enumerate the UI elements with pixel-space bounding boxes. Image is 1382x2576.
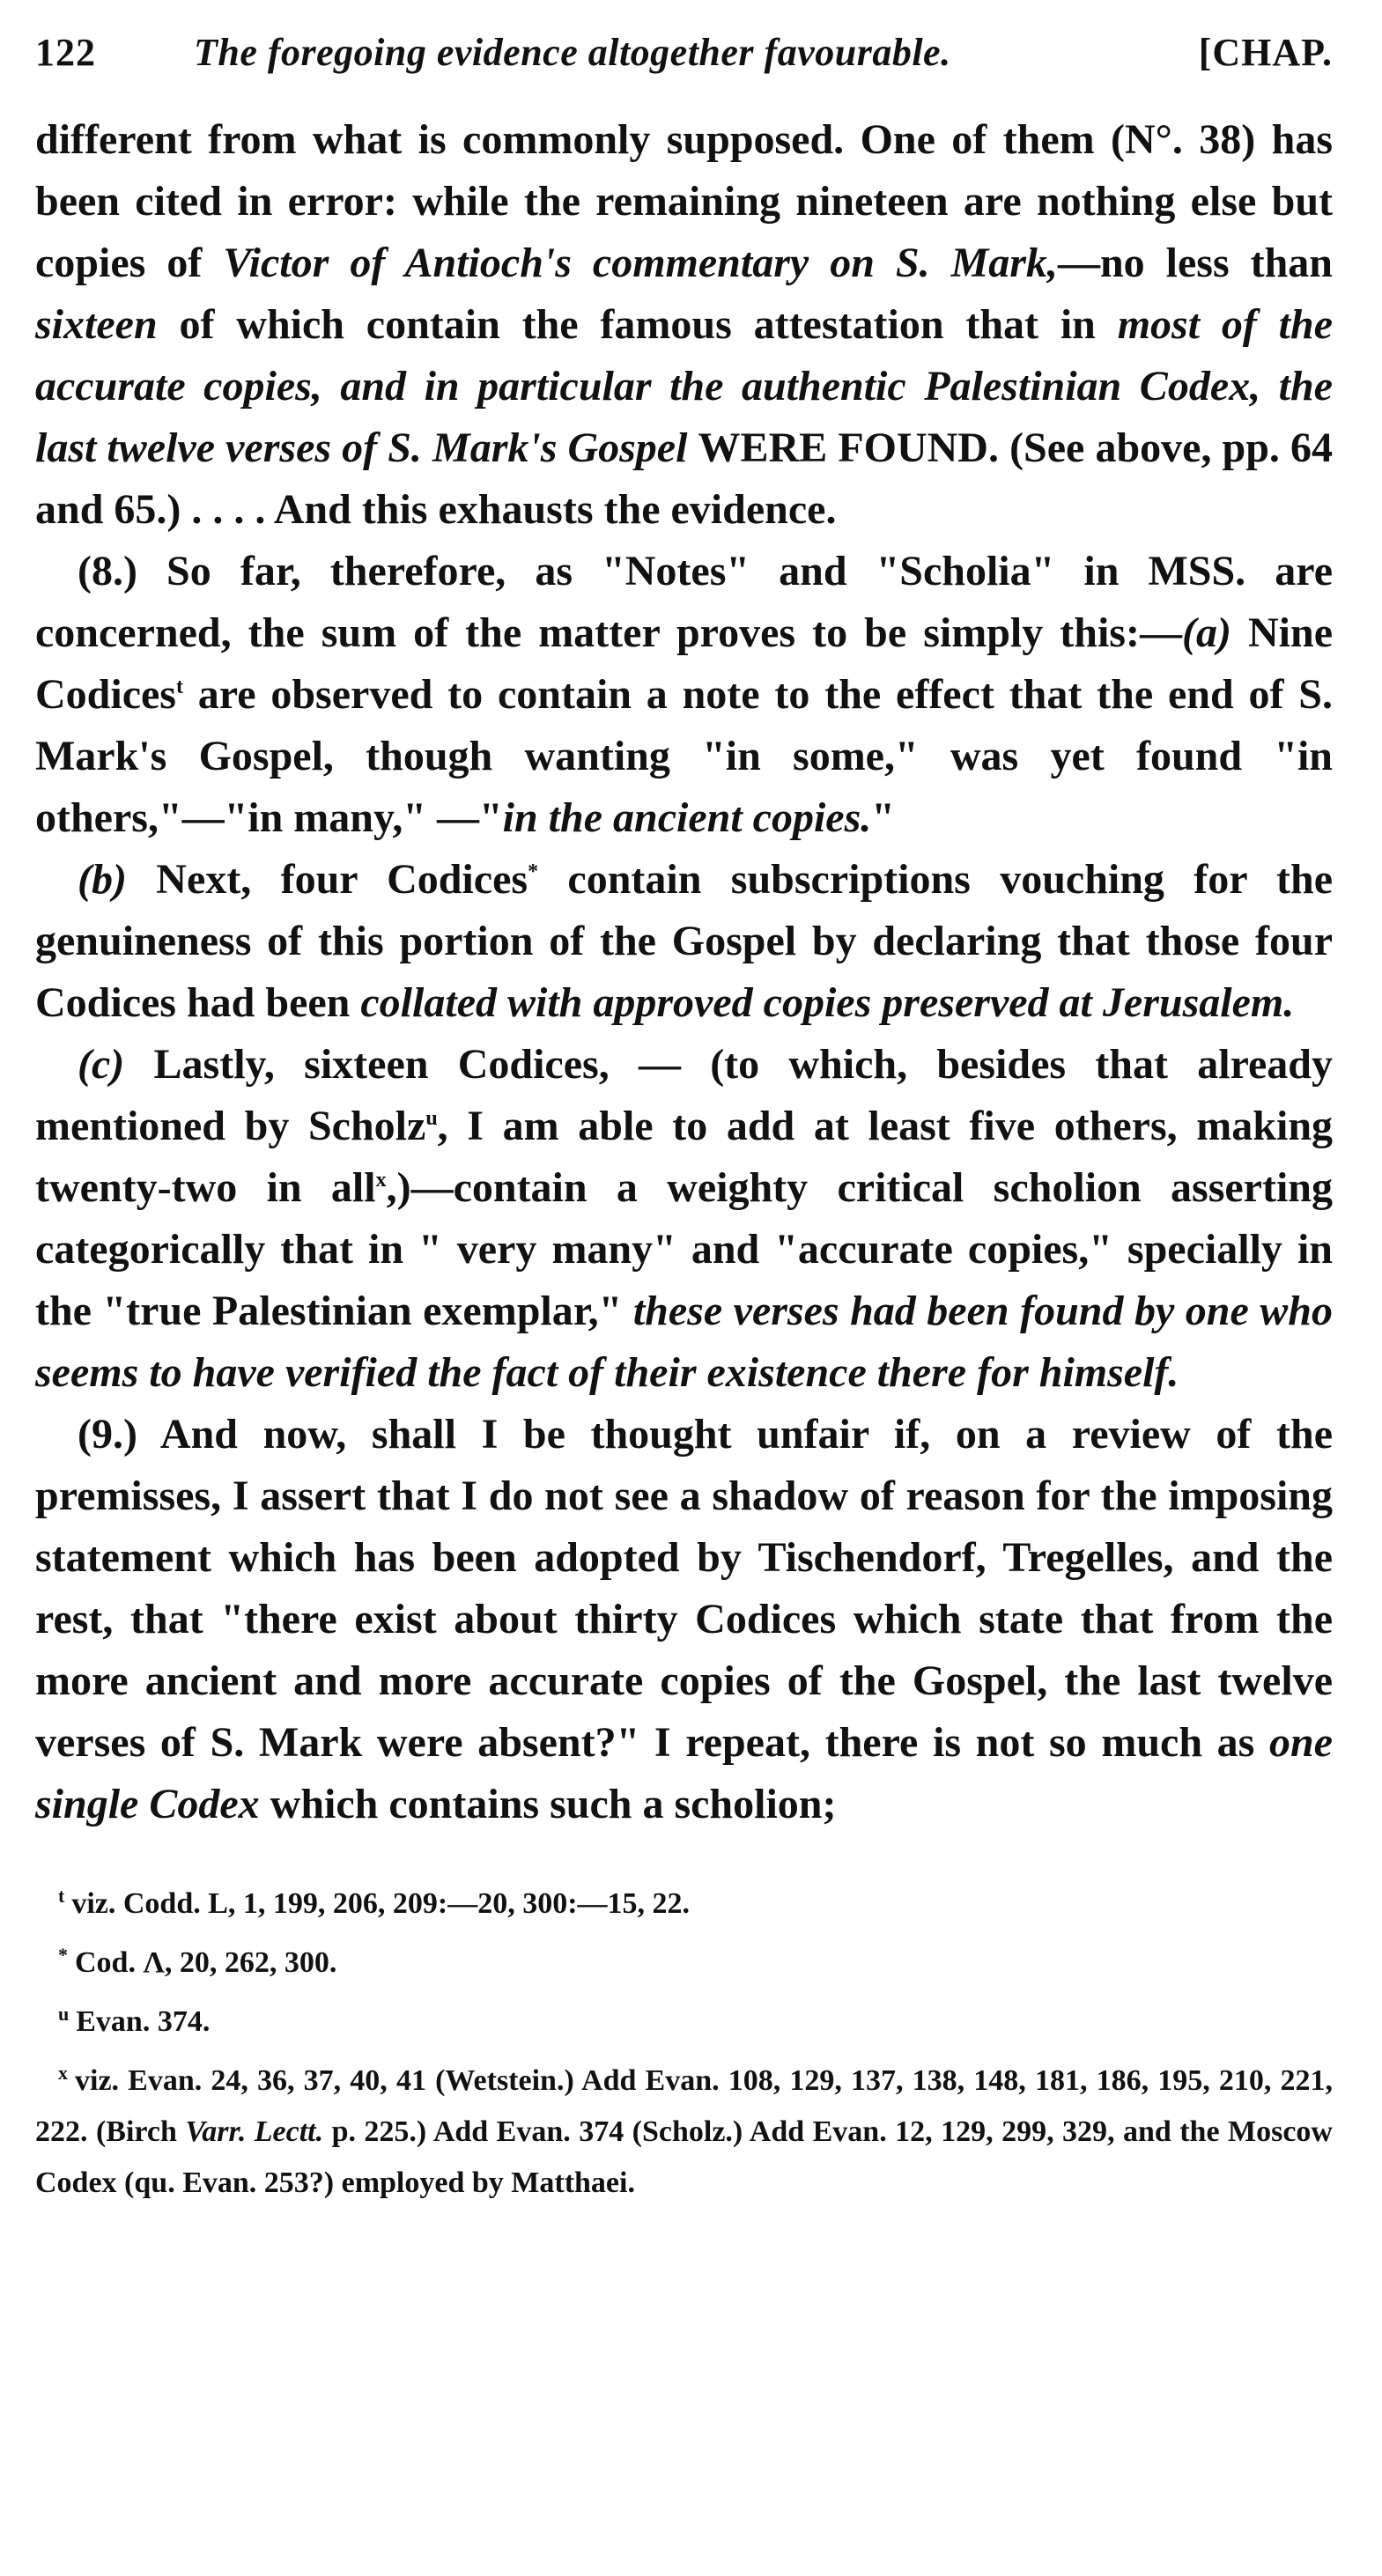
footnote-text: Evan. 374. [76,2005,211,2038]
text-run: " [871,794,895,841]
small-caps-run: WERE FOUND. [698,424,999,471]
paragraph-continuation [35,109,1333,541]
italic-run: these verses had been found by one who seems to have verified the fact of their existence there for himself. [35,1288,1334,1396]
italic-run: in the ancient copies. [502,794,872,841]
text-run: Lastly, sixteen Codices, — (to which, besides that already mentioned by Scholz [35,1041,1333,1149]
page-number: 122 [35,31,96,74]
footnote-text: Cod. Λ, 20, 262, 300. [75,1946,337,1979]
text-run: of which contain the famous attestation that in [157,301,1118,348]
text-run: Nine Codices [35,609,1334,718]
italic-run: (a) [1181,609,1231,656]
text-run: (8.) So far, therefore, as "Notes" and "Scholia" in MSS. are concerned, the sum of the matter proves to be simply this:— [35,548,1333,656]
footnote-star [35,1930,1333,1989]
footnote-mark: t [58,1885,65,1907]
text-run: which contains such a scholion; [259,1781,837,1827]
text-run: contain subscriptions vouching for the genuineness of this portion of the Gospel by declaring that those four Codices had been [35,856,1334,1026]
italic-run: Victor of Antioch's commentary on S. Mark, [223,240,1058,286]
text-run [687,424,698,471]
text-run: (See above, pp. 64 and 65.) . . . . And this exhausts the evidence. [35,424,1334,533]
text-run: (9.) And now, shall I be thought unfair if, on a review of the premisses, I assert that I do not see a shadow of reason for the imposing statement which has been adopted by Tischendorf, Tregelles, and the rest, that "there exist about thirty Codices which state that from the more ancient and more accurate copies of the Gospel, the last twelve verses of S. Mark were absent?" I repeat, there is not so much as [35,1411,1333,1766]
italic-run: (c) [78,1041,125,1088]
footnote-ref-star[interactable]: * [528,860,539,883]
footnote-text: viz. Evan. 24, 36, 37, 40, 41 (Wetstein.) Add Evan. 108, 129, 137, 138, 148, 181, 186, 195, 210, 221, 222. (Birch [35,2064,1333,2148]
footnote-ref-t[interactable]: t [175,675,183,698]
footnote-text: p. 225.) Add Evan. 374 (Scholz.) Add Evan. 12, 129, 299, 329, and the Moscow Codex (qu. Evan. 253?) employed by Matthaei. [35,2115,1333,2199]
body-text [35,109,1333,1835]
footnote-italic: Varr. Lectt. [185,2115,324,2148]
footnote-ref-u[interactable]: u [425,1107,438,1130]
running-title: The foregoing evidence altogether favourable. [194,31,951,74]
text-run: Next, four Codices [126,856,528,903]
paragraph-b [35,849,1333,1034]
footnotes [35,1871,1333,2209]
footnote-t [35,1871,1333,1930]
chapter-tag: [CHAP. [1198,31,1333,74]
text-run: different from what is commonly supposed. One of them (N°. 38) has been cited in error: while the remaining nineteen are nothing else but copies of [35,116,1333,286]
italic-run: most of the accurate copies, and in particular the authentic Palestinian Codex, the last twelve verses of S. Mark's Gospel [35,301,1334,471]
footnote-text: viz. Codd. L, 1, 199, 206, 209:—20, 300:—15, 22. [71,1887,691,1920]
italic-run: one single Codex [35,1719,1333,1827]
footnote-mark: * [58,1944,68,1966]
footnote-ref-x[interactable]: x [375,1169,387,1192]
running-head [35,30,1333,81]
footnote-x [35,2048,1333,2209]
footnote-mark: u [58,2003,70,2025]
paragraph-c [35,1034,1333,1404]
footnote-u [35,1989,1333,2048]
italic-run: sixteen [35,301,158,348]
text-run: , I am able to add at least five others, making twenty-two in all [35,1103,1334,1211]
text-run: are observed to contain a note to the effect that the end of S. Mark's Gospel, though wanting "in some," was yet found "in others,"—"in many," —" [35,671,1333,841]
italic-run: collated with approved copies preserved at Jerusalem. [360,979,1295,1026]
paragraph-8 [35,541,1333,849]
italic-run: (b) [78,856,127,903]
footnote-mark: x [58,2062,68,2084]
paragraph-9 [35,1404,1333,1835]
text-run: ,)—contain a weighty critical scholion asserting categorically that in " very many" and "accurate copies," specially in the "true Palestinian exemplar," [35,1164,1334,1334]
text-run: —no less than [1057,240,1333,286]
